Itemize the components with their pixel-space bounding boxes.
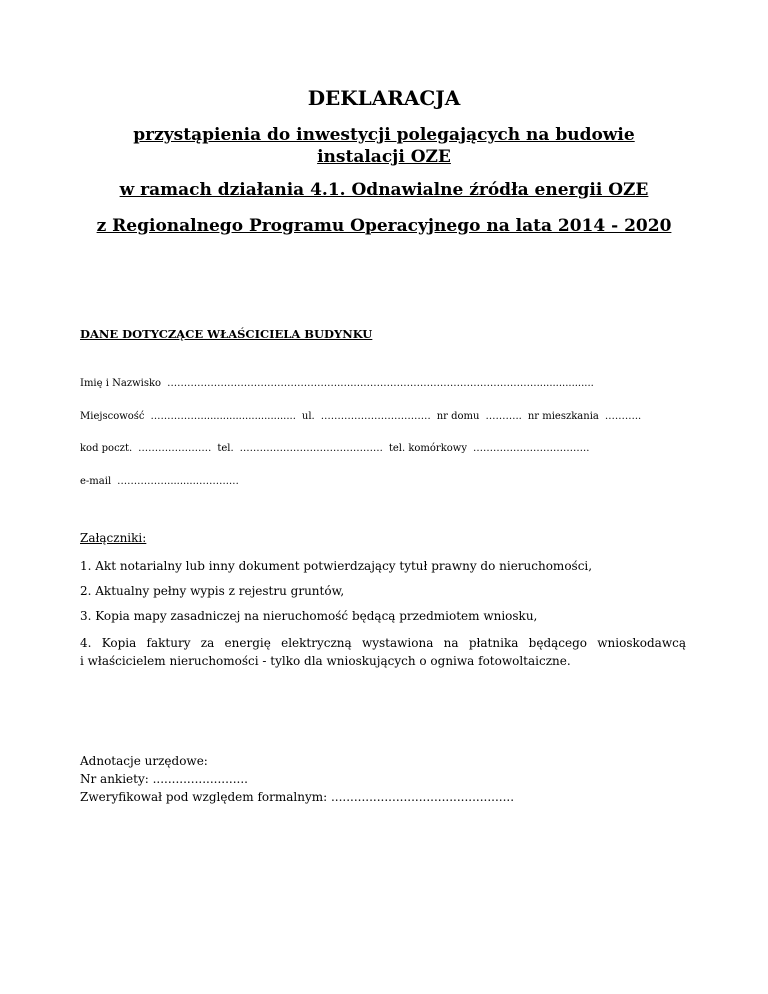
house-number-label: nr domu: [436, 411, 480, 422]
email-label: e-mail: [80, 476, 112, 487]
document-title: DEKLARACJA: [307, 86, 461, 110]
postal-code-field[interactable]: ……….…………: [138, 443, 212, 454]
subtitle-line-2: instalacji OZE: [317, 147, 451, 167]
program-line: z Regionalnego Programu Operacyjnego na lata 2014 - 2020: [96, 216, 672, 236]
name-field[interactable]: …………………………………………….….….……………………………………………..................: [167, 378, 594, 389]
address-field-row: [80, 411, 641, 422]
attachment-item-2: 2. Aktualny pełny wypis z rejestru gruntów,: [80, 584, 345, 598]
name-label: Imię i Nazwisko: [80, 378, 162, 389]
city-label: Miejscowość: [80, 411, 145, 422]
attachment-item-4-line-2: i właścicielem nieruchomości - tylko dla wnioskujących o ogniwa fotowoltaiczne.: [80, 654, 571, 668]
document-subtitle: [0, 124, 768, 168]
survey-number-line: Nr ankiety: .........................: [80, 772, 248, 786]
attachment-item-1: 1. Akt notarialny lub inny dokument potwierdzający tytuł prawny do nieruchomości,: [80, 559, 593, 573]
attachment-item-4: [80, 634, 686, 670]
phone-label: tel.: [217, 443, 234, 454]
owner-section-heading: DANE DOTYCZĄCE WŁAŚCICIELA BUDYNKU: [80, 327, 373, 341]
admin-notes-title: Adnotacje urzędowe:: [80, 754, 208, 768]
street-label: ul.: [301, 411, 315, 422]
attachment-item-4-line-1: 4. Kopia faktury za energię elektryczną wystawiona na płatnika będącego wnioskodawcą: [80, 636, 686, 650]
flat-number-field[interactable]: ………..: [604, 411, 642, 422]
email-field[interactable]: …………….........……….…: [117, 476, 239, 487]
postal-code-label: kod poczt.: [80, 443, 133, 454]
mobile-label: tel. komórkowy: [388, 443, 468, 454]
street-field[interactable]: ……………………………: [320, 411, 431, 422]
email-field-row: [80, 476, 239, 487]
action-line: w ramach działania 4.1. Odnawialne źródła energii OZE: [119, 180, 649, 200]
mobile-field[interactable]: ……………………………..: [473, 443, 590, 454]
phone-field[interactable]: …………………………………….: [239, 443, 383, 454]
contact-field-row: [80, 443, 589, 454]
house-number-field[interactable]: ………..: [485, 411, 522, 422]
attachment-item-3: 3. Kopia mapy zasadniczej na nieruchomość będącą przedmiotem wniosku,: [80, 609, 538, 623]
verified-by-line: Zweryfikował pod względem formalnym: ................................................: [80, 790, 515, 804]
name-field-row: [80, 378, 594, 389]
subtitle-line-1: przystąpienia do inwestycji polegających na budowie: [133, 125, 635, 145]
attachments-title: Załączniki:: [80, 531, 147, 545]
flat-number-label: nr mieszkania: [527, 411, 599, 422]
city-field[interactable]: ……………..............................: [150, 411, 296, 422]
